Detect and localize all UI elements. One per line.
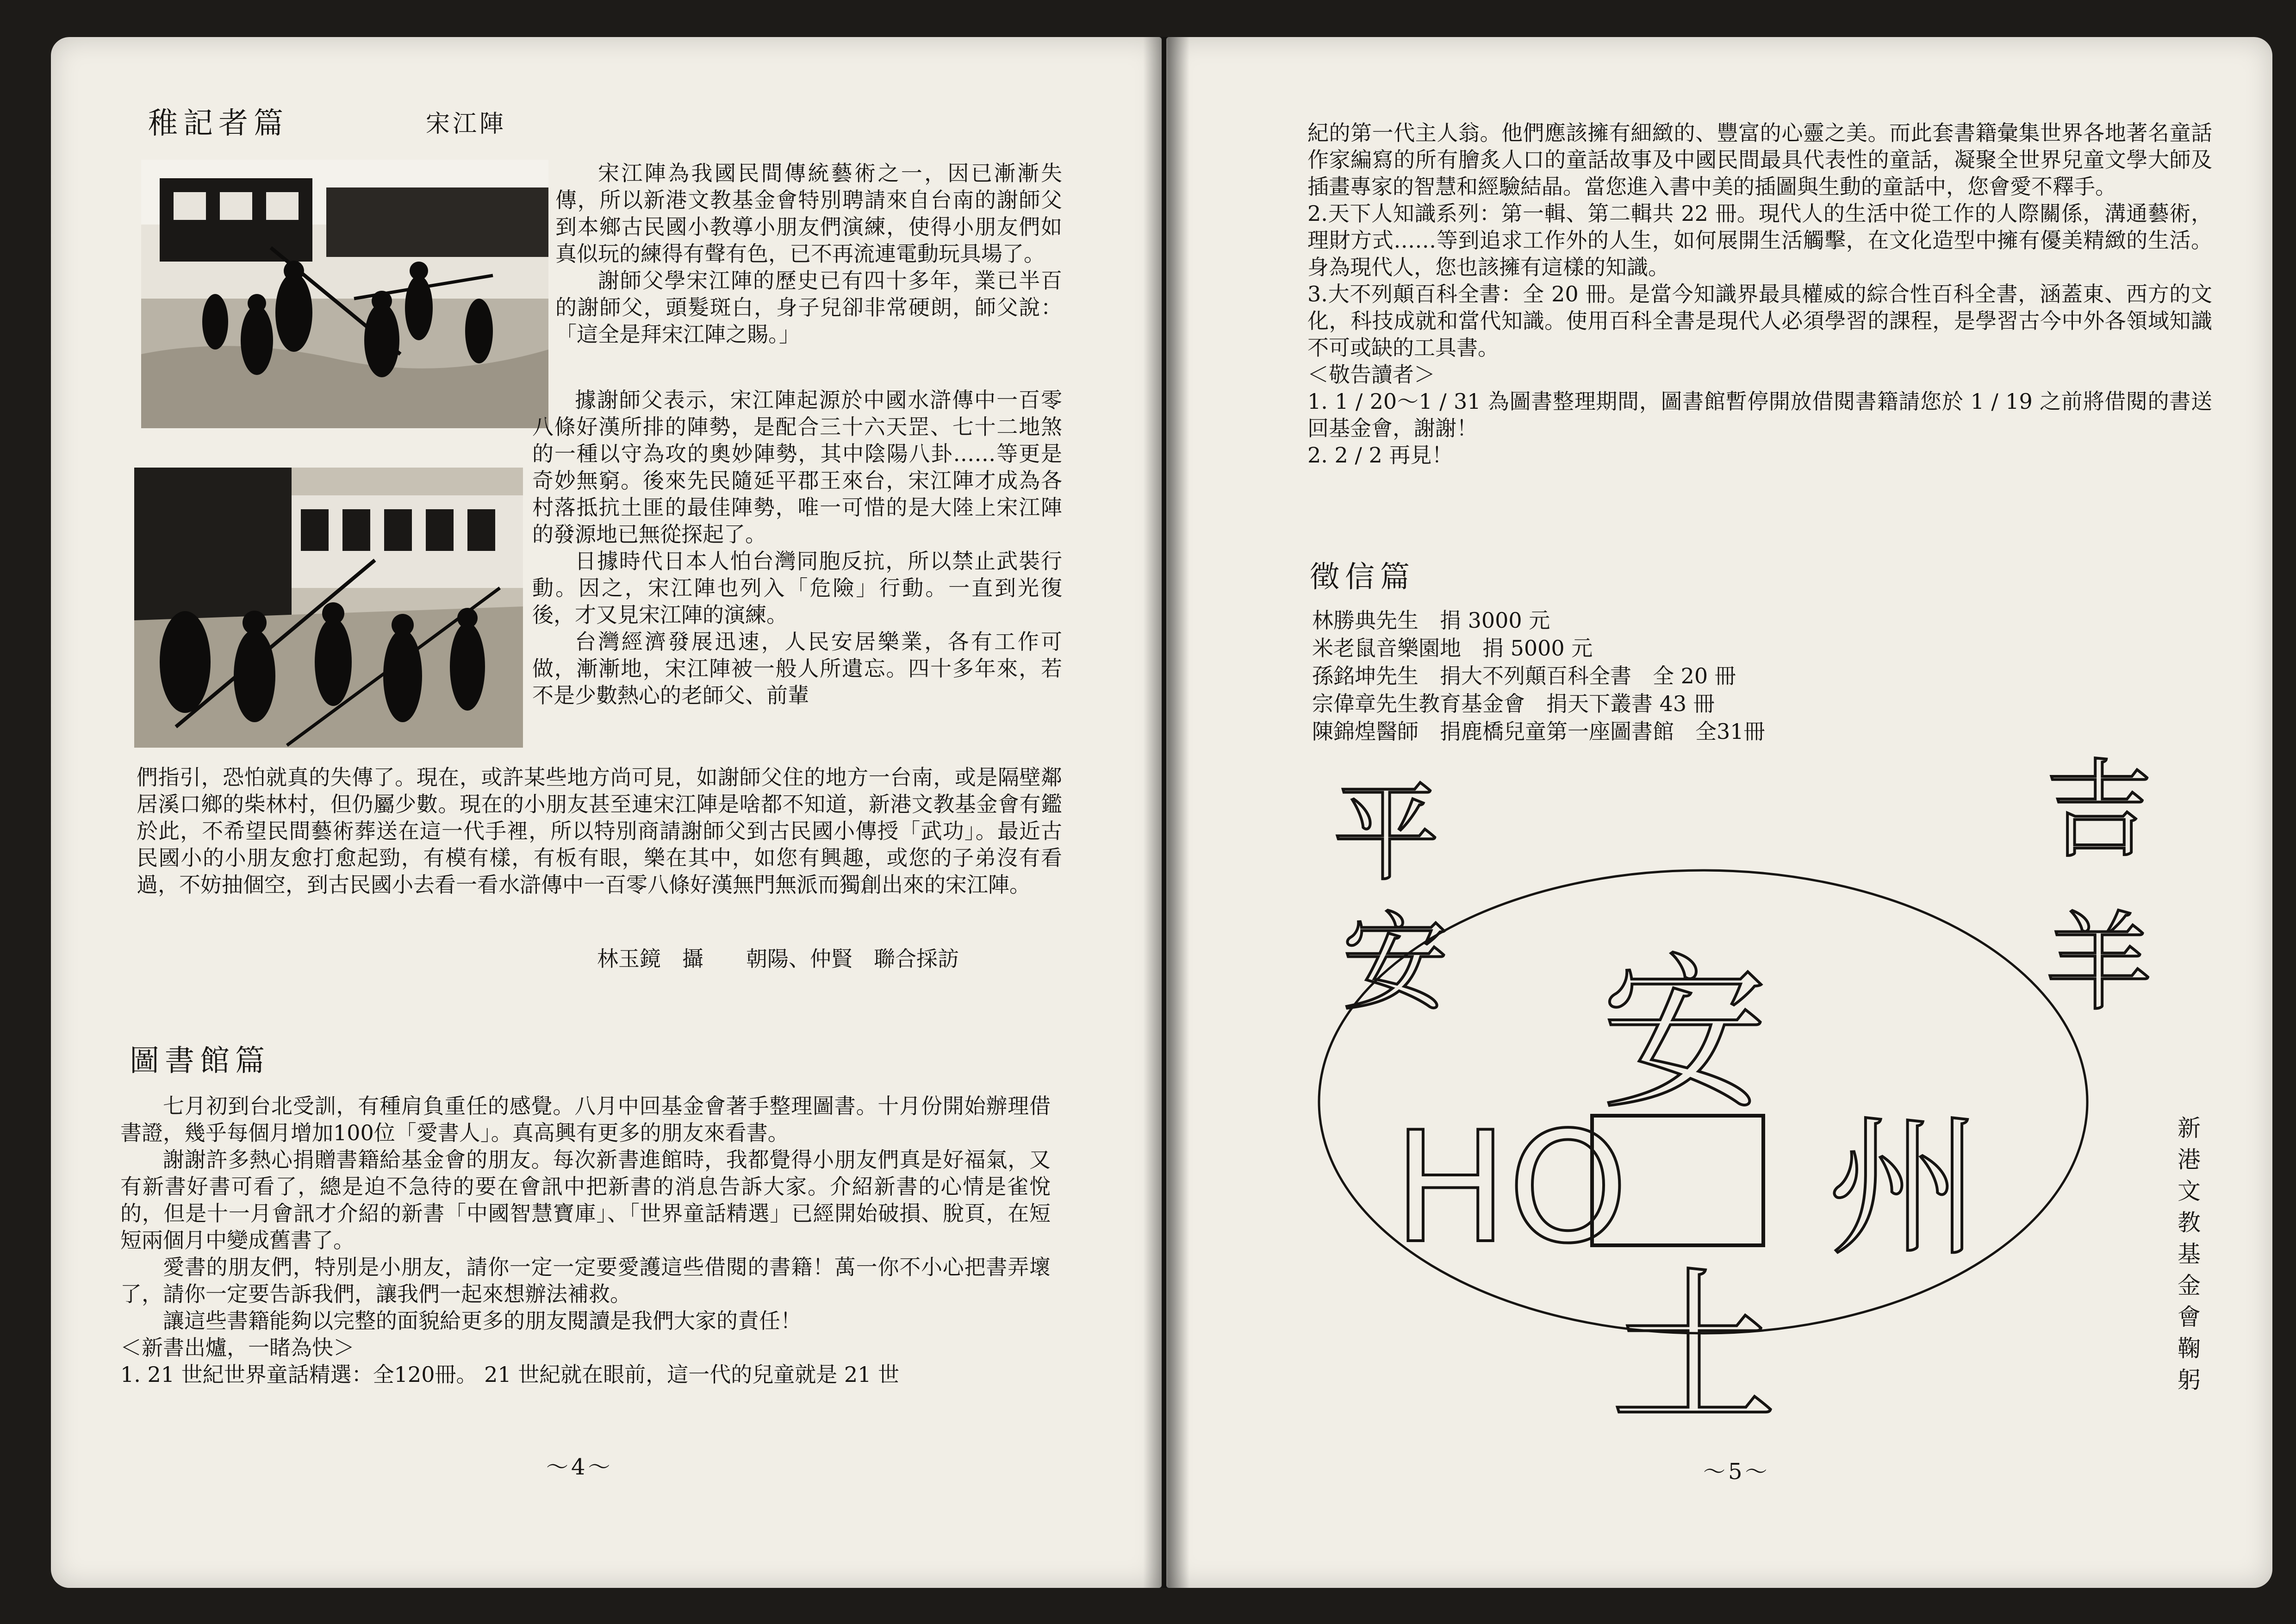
photo-songjiang-practice-2	[134, 468, 523, 748]
donor-row: 林勝典先生 捐 3000 元	[1312, 608, 1550, 633]
greeting-center-top: 安	[1601, 938, 1768, 1132]
vertical-signature: 新港文教基金會鞠躬	[2174, 1116, 2201, 1399]
list-item: 1. 21 世紀世界童話精選：全120冊。 21 世紀就在眼前，這一代的兒童就是 21 世	[120, 1362, 900, 1387]
list-item: 2.天下人知識系列：第一輯、第二輯共 22 冊。現代人的生活中從工作的人際關係，溝通藝術，理財方式……等到追求工作外的人生，如何展開生活觸擊，在文化造型中擁有優美精緻的生活。身為現代人，您也該擁有這樣的知識。	[1307, 201, 2212, 280]
paragraph: 宋江陣為我國民間傳統藝術之一，因已漸漸失傳，所以新港文教基金會特別聘請來自台南的謝師父到本鄉古民國小教導小朋友們演練，使得小朋友們如真似玩的練得有聲有色，已不再流連電動玩具場了。	[555, 161, 1062, 266]
section2-text	[120, 1093, 1051, 1388]
greeting-char-yang: 羊	[2046, 902, 2153, 1025]
greeting-char-an: 安	[1342, 902, 1449, 1025]
greeting-center-left: HO	[1393, 1099, 1628, 1277]
book-gutter	[1143, 37, 1189, 1588]
notice-item: 2. 2 / 2 再見！	[1307, 443, 1453, 468]
greeting-center-right: 州	[1828, 1099, 1981, 1277]
library-list-continuation	[1307, 119, 2212, 468]
paragraph: 讓這些書籍能夠以完整的面貌給更多的朋友閱讀是我們大家的責任！	[163, 1308, 802, 1333]
section-heading-reporter: 稚記者篇	[148, 106, 289, 141]
section1-full-width	[137, 764, 1062, 898]
page-number-right: ～5～	[1703, 1459, 1770, 1485]
section-heading-donations: 徵信篇	[1310, 560, 1415, 594]
paragraph: 謝師父學宋江陣的歷史已有四十多年，業已半百的謝師父，頭髮斑白，身子兒卻非常硬朗，師父說：「這全是拜宋江陣之賜。」	[555, 268, 1062, 347]
paragraph: 謝謝許多熱心捐贈書籍給基金會的朋友。每次新書進館時，我都覺得小朋友們真是好福氣，又有新書好書可看了，總是迫不急待的要在會訊中把新書的消息告訴大家。介紹新書的心情是雀悅的，但是十一月會訊才介紹的新書「中國智慧寶庫」、「世界童話精選」已經開始破損、脫頁，在短短兩個月中變成舊書了。	[120, 1147, 1051, 1253]
paragraph: 愛書的朋友們，特別是小朋友，請你一定一定要愛護這些借閱的書籍！萬一你不小心把書弄壞了，請你一定要告訴我們，讓我們一起來想辦法補救。	[120, 1255, 1051, 1306]
section-subheading-songjiang: 宋江陣	[426, 110, 507, 138]
page-number-left: ～4～	[546, 1454, 613, 1480]
photo-songjiang-practice-1	[141, 160, 548, 428]
donor-row: 宗偉章先生教育基金會 捐天下叢書 43 冊	[1312, 691, 1715, 716]
donor-row: 米老鼠音樂園地 捐 5000 元	[1312, 636, 1593, 661]
section1-text-column	[555, 160, 1062, 348]
paragraph: 日據時代日本人怕台灣同胞反抗，所以禁止武裝行動。因之，宋江陣也列入「危險」行動。一直到光復後，才又見宋江陣的演練。	[532, 549, 1062, 627]
section-heading-library: 圖書館篇	[130, 1044, 270, 1078]
paragraph: 紀的第一代主人翁。他們應該擁有細緻的、豐富的心靈之美。而此套書籍彙集世界各地著名童話作家編寫的所有膾炙人口的童話故事及中國民間最具代表性的童話，凝聚全世界兒童文學大師及插畫專家的智慧和經驗結晶。當您進入書中美的插圖與生動的童話中，您會愛不釋手。	[1307, 120, 2212, 199]
donor-row: 陳錦煌醫師 捐鹿橋兒童第一座圖書館 全31冊	[1312, 719, 1765, 744]
list-header: ＜新書出爐，一睹為快＞	[120, 1335, 355, 1360]
list-item: 3.大不列顛百科全書：全 20 冊。是當今知識界最具權威的綜合性百科全書，涵蓋東、西方的文化，科技成就和當代知識。使用百科全書是現代人必須學習的課程，是學習古今中外各領域知識不可或缺的工具書。	[1307, 281, 2212, 360]
section1-text-column-lower	[532, 387, 1062, 709]
greeting-center-bottom: 土	[1611, 1253, 1777, 1447]
paragraph: 台灣經濟發展迅速，人民安居樂業，各有工作可做，漸漸地，宋江陣被一般人所遺忘。四十多年來，若不是少數熱心的老師父、前輩	[532, 629, 1062, 708]
donor-list	[1312, 606, 1765, 745]
paragraph: 據謝師父表示，宋江陣起源於中國水滸傳中一百零八條好漢所排的陣勢，是配合三十六天罡、七十二地煞的一種以守為攻的奧妙陣勢，其中陰陽八卦……等更是奇妙無窮。後來先民隨延平郡王來台，宋江陣才成為各村落抵抗土匪的最佳陣勢，唯一可惜的是大陸上宋江陣的發源地已無從探起了。	[532, 387, 1062, 547]
byline: 林玉鏡 攝 朝陽、仲賢 聯合採訪	[597, 946, 959, 971]
donor-row: 孫銘坤先生 捐大不列顛百科全書 全 20 冊	[1312, 663, 1736, 688]
greeting-char-ji: 吉	[2046, 749, 2153, 873]
notice-header: ＜敬告讀者＞	[1307, 362, 1435, 387]
paragraph: 七月初到台北受訓，有種肩負重任的感覺。八月中回基金會著手整理圖書。十月份開始辦理借書證，幾乎每個月增加100位「愛書人」。真高興有更多的朋友來看書。	[120, 1093, 1051, 1145]
paragraph: 們指引，恐怕就真的失傳了。現在，或許某些地方尚可見，如謝師父住的地方一台南，或是隔壁鄰居溪口鄉的柴林村，但仍屬少數。現在的小朋友甚至連宋江陣是啥都不知道，新港文教基金會有鑑於此，不希望民間藝術葬送在這一代手裡，所以特別商請謝師父到古民國小傳授「武功」。最近古民國小的小朋友愈打愈起勁，有模有樣，有板有眼，樂在其中，如您有興趣，或您的子弟沒有看過，不妨抽個空，到古民國小去看一看水滸傳中一百零八條好漢無門無派而獨創出來的宋江陣。	[137, 765, 1062, 897]
greeting-char-ping: 平	[1333, 772, 1440, 896]
notice-item: 1. 1 / 20～1 / 31 為圖書整理期間，圖書館暫停開放借閱書籍請您於 1 / 19 之前將借閱的書送回基金會，謝謝！	[1307, 389, 2212, 441]
greeting-artwork	[1296, 741, 2175, 1463]
